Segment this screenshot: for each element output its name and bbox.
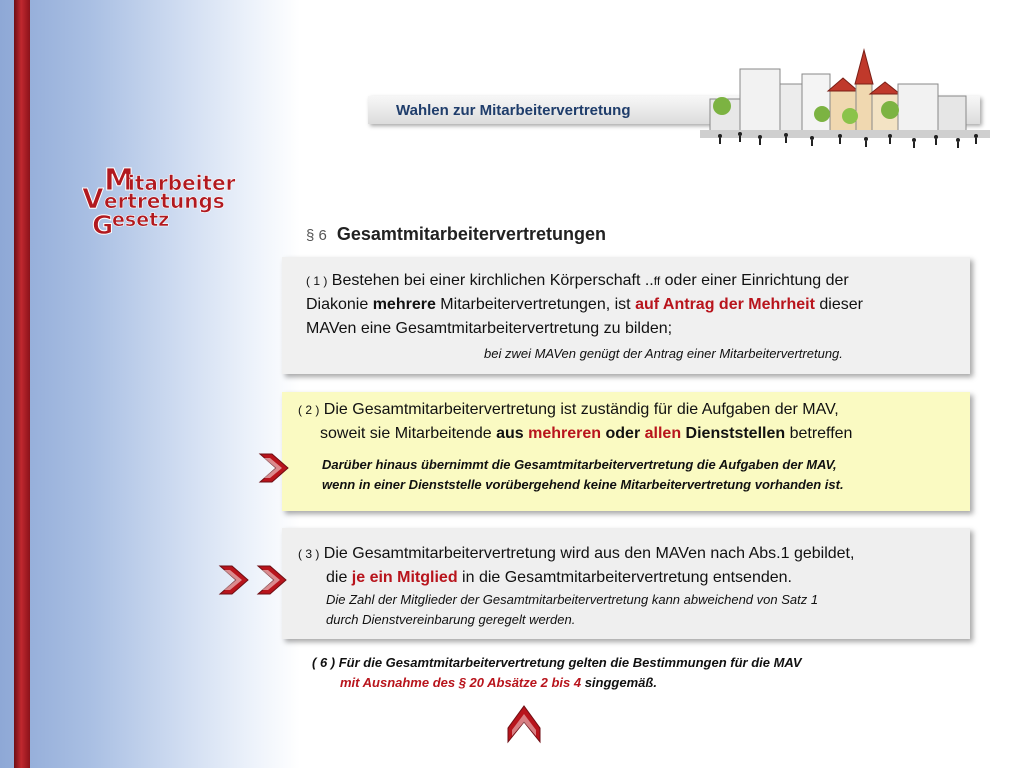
box1-line-2: Diakonie mehrere Mitarbeitervertretungen, ist auf Antrag der Mehrheit dieser	[306, 296, 863, 313]
up-chevron-icon[interactable]	[506, 700, 542, 744]
logo-initial-m: M	[104, 163, 134, 198]
paragraph-number: § 6	[306, 227, 327, 244]
box2-note-line-2: wenn in einer Dienststelle vorübergehend keine Mitarbeitervertretung vorhanden ist.	[322, 477, 844, 492]
box1-line-3: MAVen eine Gesamtmitarbeitervertretung zu bilden;	[306, 320, 673, 337]
box2-line-1: ( 2 ) Die Gesamtmitarbeitervertretung ist zuständig für die Aufgaben der MAV,	[298, 401, 839, 418]
section-title: Gesamtmitarbeitervertretungen	[336, 224, 606, 244]
double-chevron-right-icon[interactable]	[258, 452, 298, 484]
paragraph-box-1	[282, 257, 970, 374]
city-illustration	[700, 44, 990, 152]
footer-line-2: mit Ausnahme des § 20 Absätze 2 bis 4 singgemäß.	[340, 675, 657, 690]
box1-line-1: ( 1 ) Bestehen bei einer kirchlichen Körperschaft ..ff oder einer Einrichtung der	[306, 272, 849, 289]
section-heading	[306, 224, 606, 245]
logo-text-ertretungs: ertretungs	[104, 189, 225, 213]
box1-note: bei zwei MAVen genügt der Antrag einer Mitarbeitervertretung.	[484, 346, 843, 361]
left-gradient-background	[0, 0, 300, 768]
logo-initial-g: G	[92, 211, 114, 241]
header-title: Wahlen zur Mitarbeitervertretung	[396, 102, 631, 119]
left-red-bar	[14, 0, 30, 768]
paragraph-box-3	[282, 528, 970, 639]
footer-line-1: ( 6 ) Für die Gesamtmitarbeitervertretung gelten die Bestimmungen für die MAV	[312, 655, 802, 670]
logo-initial-v: V	[82, 182, 104, 215]
mvg-logo	[82, 162, 282, 242]
logo-text-esetz: esetz	[112, 209, 170, 231]
box2-line-2: soweit sie Mitarbeitende aus mehreren oder allen Dienststellen betreffen	[320, 425, 853, 442]
box3-note-line-2: durch Dienstvereinbarung geregelt werden.	[326, 612, 576, 627]
box2-note-line-1: Darüber hinaus übernimmt die Gesamtmitarbeitervertretung die Aufgaben der MAV,	[322, 457, 837, 472]
double-chevron-right-pair-icon[interactable]	[218, 564, 298, 596]
paragraph-box-2	[282, 392, 970, 511]
box3-line-2: die je ein Mitglied in die Gesamtmitarbeitervertretung entsenden.	[326, 569, 792, 586]
box3-note-line-1: Die Zahl der Mitglieder der Gesamtmitarbeitervertretung kann abweichend von Satz 1	[326, 592, 819, 607]
box3-line-1: ( 3 ) Die Gesamtmitarbeitervertretung wird aus den MAVen nach Abs.1 gebildet,	[298, 545, 855, 562]
logo-text-itarbeiter: itarbeiter	[128, 171, 236, 195]
